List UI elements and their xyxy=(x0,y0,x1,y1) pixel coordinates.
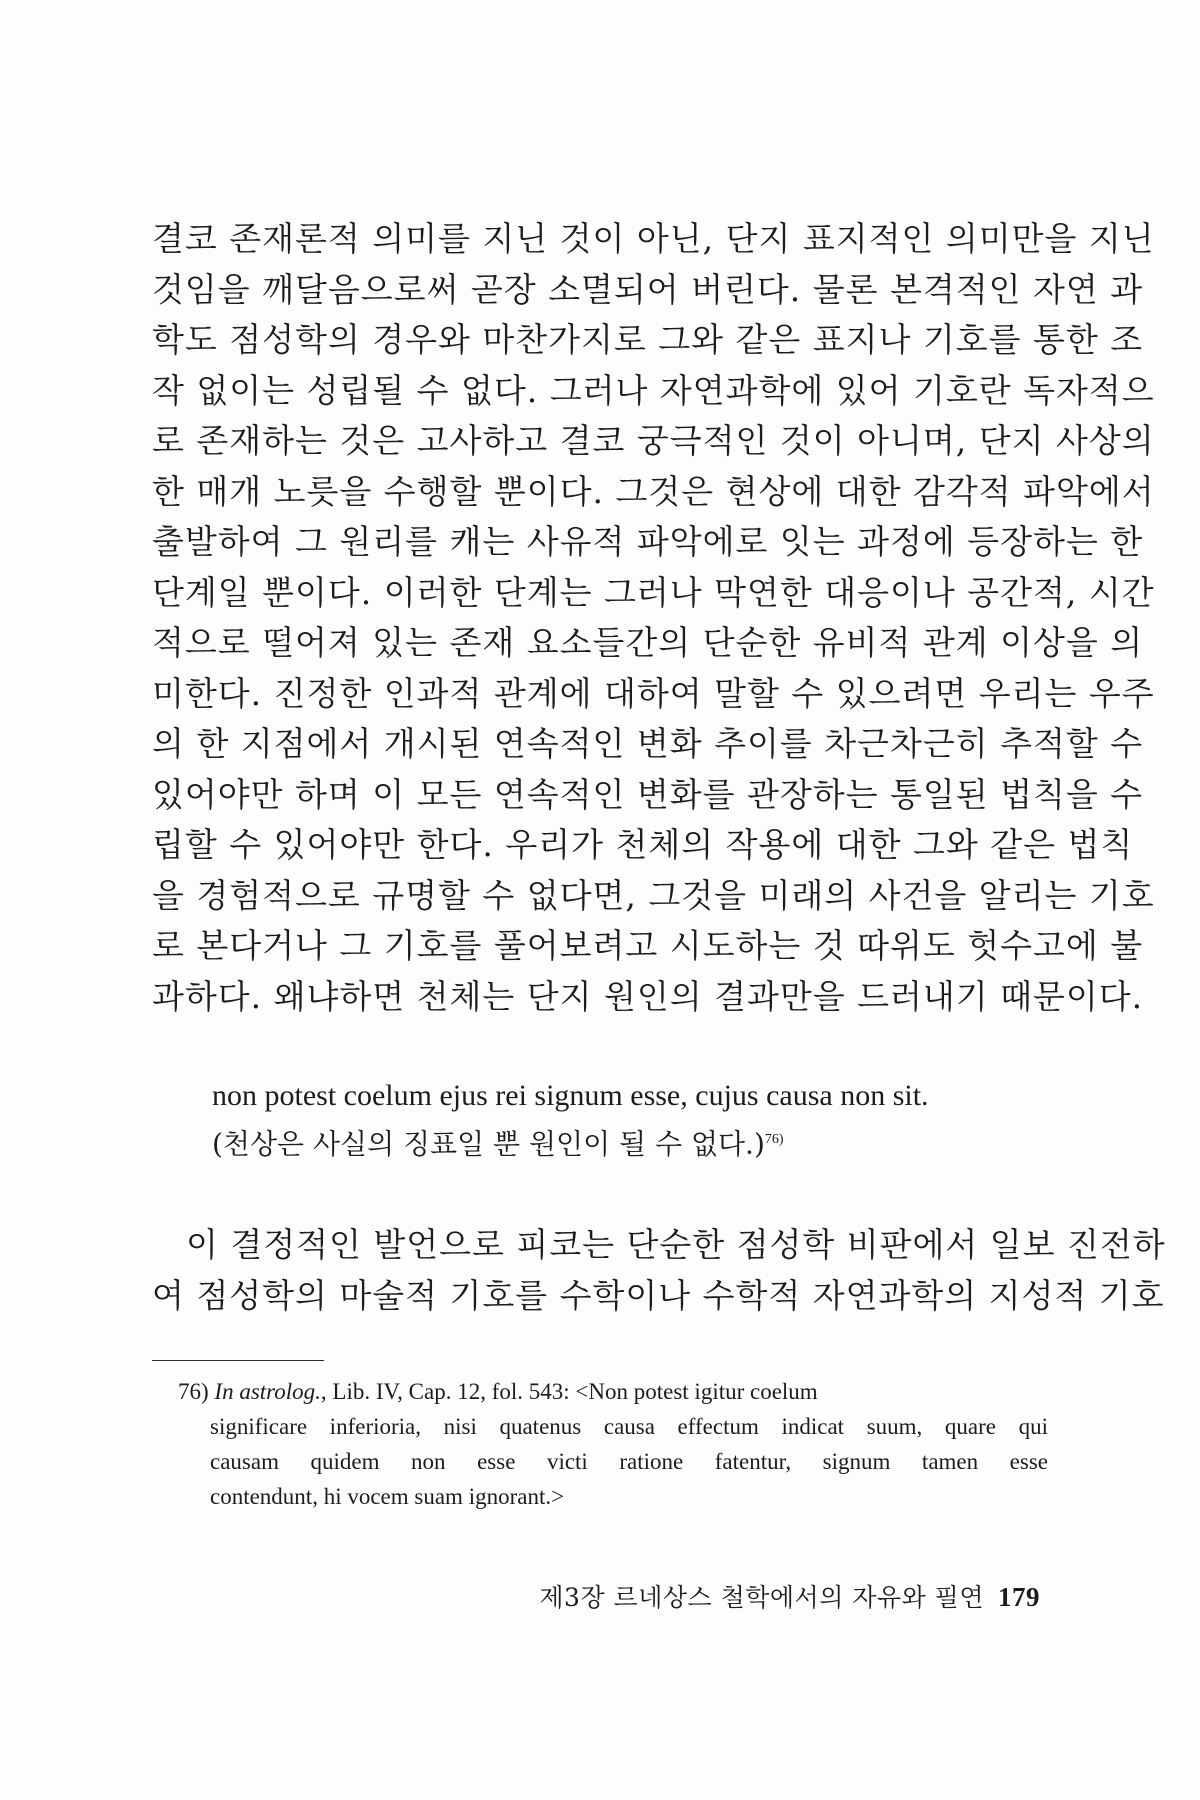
text-line: 로 존재하는 것은 고사하고 결코 궁극적인 것이 아니며, 단지 사상의 xyxy=(152,421,1155,460)
footnote-reference-marker[interactable]: 76) xyxy=(764,1132,784,1147)
footnote-number: 76) xyxy=(178,1379,209,1404)
text-line: 적으로 떨어져 있는 존재 요소들간의 단순한 유비적 관계 이상을 의 xyxy=(152,623,1144,662)
text-line: 단계일 뿐이다. 이러한 단계는 그러나 막연한 대응이나 공간적, 시간 xyxy=(152,572,1155,612)
running-footer xyxy=(539,1578,1040,1614)
footnote-line: causam quidem non esse victi ratione fatentur, signum tamen esse xyxy=(210,1449,1048,1474)
text-line: 작 없이는 성립될 수 없다. 그러나 자연과학에 있어 기호란 독자적으 xyxy=(152,370,1155,410)
body-paragraph-2 xyxy=(152,1220,1166,1321)
quote-korean-text: (천상은 사실의 징표일 뿐 원인이 될 수 없다.) xyxy=(212,1127,765,1161)
body-paragraph-1 xyxy=(152,214,1155,1022)
page-number: 179 xyxy=(998,1582,1040,1612)
text-line: 이 결정적인 발언으로 피코는 단순한 점성학 비판에서 일보 진전하 xyxy=(186,1225,1166,1264)
quote-latin: non potest coelum ejus rei signum esse, cujus causa non sit. xyxy=(212,1079,929,1112)
text-line: 있어야만 하며 이 모든 연속적인 변화를 관장하는 통일된 법칙을 수 xyxy=(152,774,1144,814)
text-line: 로 본다거나 그 기호를 풀어보려고 시도하는 것 따위도 헛수고에 불 xyxy=(152,926,1144,965)
text-line: 과하다. 왜냐하면 천체는 단지 원인의 결과만을 드러내기 때문이다. xyxy=(152,976,1144,1016)
text-line: 여 점성학의 마술적 기호를 수학이나 수학적 자연과학의 지성적 기호 xyxy=(152,1275,1165,1315)
footnote-line: contendunt, hi vocem suam ignorant.> xyxy=(210,1484,565,1509)
text-line: 한 매개 노릇을 수행할 뿐이다. 그것은 현상에 대한 감각적 파악에서 xyxy=(152,471,1155,511)
footnote-line xyxy=(178,1374,1048,1409)
block-quote xyxy=(212,1074,1042,1166)
text-line: 출발하여 그 원리를 캐는 사유적 파악에로 잇는 과정에 등장하는 한 xyxy=(152,522,1144,561)
footnote-divider xyxy=(152,1360,324,1361)
chapter-title: 제3장 르네상스 철학에서의 자유와 필연 xyxy=(539,1583,984,1612)
quote-korean-translation xyxy=(212,1118,1042,1166)
text-line: 립할 수 있어야만 한다. 우리가 천체의 작용에 대한 그와 같은 법칙 xyxy=(152,825,1134,864)
text-line: 의 한 지점에서 개시된 연속적인 변화 추이를 차근차근히 추적할 수 xyxy=(152,724,1144,763)
text-line: 학도 점성학의 경우와 마찬가지로 그와 같은 표지나 기호를 통한 조 xyxy=(152,320,1144,359)
text-line: 결코 존재론적 의미를 지닌 것이 아닌, 단지 표지적인 의미만을 지닌 xyxy=(152,219,1155,258)
footnote-citation: , Lib. IV, Cap. 12, fol. 543: <Non potest igitur coelum xyxy=(320,1379,818,1404)
footnote-line: significare inferioria, nisi quatenus causa effectum indicat suum, quare qui xyxy=(210,1414,1048,1439)
text-line: 미한다. 진정한 인과적 관계에 대하여 말할 수 있으려면 우리는 우주 xyxy=(152,673,1155,713)
footnote-76 xyxy=(178,1374,1048,1514)
text-line: 것임을 깨달음으로써 곧장 소멸되어 버린다. 물론 본격적인 자연 과 xyxy=(152,269,1144,309)
text-line: 을 경험적으로 규명할 수 없다면, 그것을 미래의 사건을 알리는 기호 xyxy=(152,875,1155,915)
footnote-source-title: In astrolog. xyxy=(214,1379,321,1404)
